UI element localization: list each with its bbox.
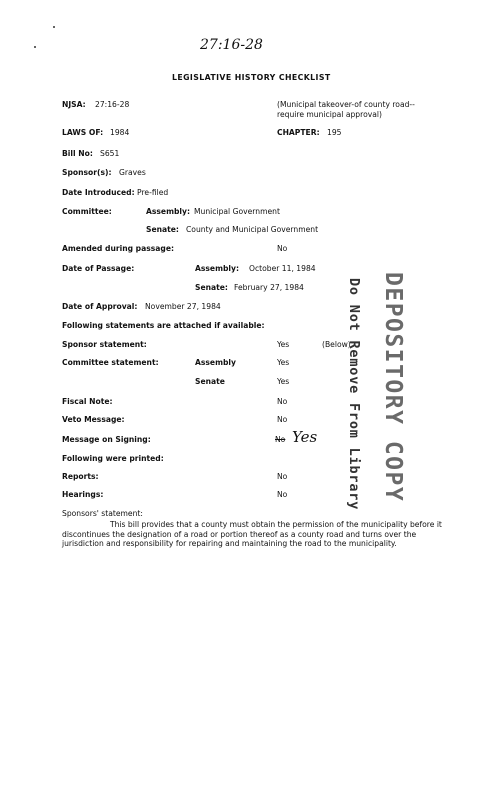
committee-assembly-label: Assembly: — [146, 207, 191, 216]
njsa-value: 27:16-28 — [95, 100, 130, 109]
date-introduced-label: Date Introduced: — [62, 188, 135, 197]
chapter-value: 195 — [327, 128, 342, 137]
njsa-label: NJSA: — [62, 100, 86, 109]
bill-no-value: S651 — [100, 149, 120, 158]
approval-value: November 27, 1984 — [145, 302, 221, 311]
committee-senate-label: Senate: — [146, 225, 179, 234]
description-line-2: require municipal approval) — [277, 110, 382, 119]
hearings-value: No — [277, 490, 288, 499]
passage-assembly-label: Assembly: — [195, 264, 240, 273]
sponsors-label: Sponsor(s): — [62, 168, 112, 177]
sponsors-value: Graves — [119, 168, 146, 177]
printed-heading: Following were printed: — [62, 454, 164, 463]
committee-statement-assembly-label: Assembly — [195, 358, 236, 367]
reports-label: Reports: — [62, 472, 99, 481]
committee-statement-senate-value: Yes — [277, 377, 290, 386]
chapter-label: CHAPTER: — [277, 128, 320, 137]
veto-message-value: No — [277, 415, 288, 424]
passage-senate-value: February 27, 1984 — [234, 283, 304, 292]
amended-value: No — [277, 244, 288, 253]
passage-label: Date of Passage: — [62, 264, 135, 273]
passage-senate-label: Senate: — [195, 283, 228, 292]
stray-mark — [53, 26, 55, 28]
sponsor-statement-label: Sponsor statement: — [62, 340, 147, 349]
statement-heading: Sponsors' statement: — [62, 509, 143, 518]
fiscal-note-label: Fiscal Note: — [62, 397, 113, 406]
bill-no-label: Bill No: — [62, 149, 93, 158]
amended-label: Amended during passage: — [62, 244, 175, 253]
laws-of-label: LAWS OF: — [62, 128, 104, 137]
sponsor-statement-value: Yes — [277, 340, 290, 349]
sponsor-statement-note: (Below) — [322, 340, 351, 349]
signing-message-handwritten-value: Yes — [292, 428, 318, 446]
handwritten-statute-number: 27:16-28 — [200, 37, 263, 53]
date-introduced-value: Pre-filed — [137, 188, 169, 197]
committee-statement-senate-label: Senate — [195, 377, 225, 386]
passage-assembly-value: October 11, 1984 — [249, 264, 316, 273]
committee-assembly-value: Municipal Government — [194, 207, 280, 216]
reports-value: No — [277, 472, 288, 481]
committee-statement-assembly-value: Yes — [277, 358, 290, 367]
depository-copy-stamp: DEPOSITORY COPY — [380, 272, 406, 503]
signing-message-label: Message on Signing: — [62, 435, 151, 444]
committee-senate-value: County and Municipal Government — [186, 225, 319, 234]
attached-heading: Following statements are attached if available: — [62, 321, 265, 330]
committee-statement-label: Committee statement: — [62, 358, 159, 367]
hearings-label: Hearings: — [62, 490, 104, 499]
fiscal-note-value: No — [277, 397, 288, 406]
description-line-1: (Municipal takeover-of county road-- — [277, 100, 415, 109]
stray-mark — [34, 46, 36, 48]
statement-paragraph: This bill provides that a county must obtain the permission of the municipality before it discontinues the designation of a road or portion thereof as a county road and turns over the jurisdiction and responsibility for repairing and maintaining the road to the municipality. — [62, 520, 442, 549]
approval-label: Date of Approval: — [62, 302, 138, 311]
committee-label: Committee: — [62, 207, 112, 216]
laws-of-value: 1984 — [110, 128, 130, 137]
veto-message-label: Veto Message: — [62, 415, 125, 424]
do-not-remove-stamp: Do Not Remove From Library — [346, 278, 362, 511]
signing-message-struck-value: No — [275, 435, 286, 444]
page-title: LEGISLATIVE HISTORY CHECKLIST — [172, 73, 331, 82]
